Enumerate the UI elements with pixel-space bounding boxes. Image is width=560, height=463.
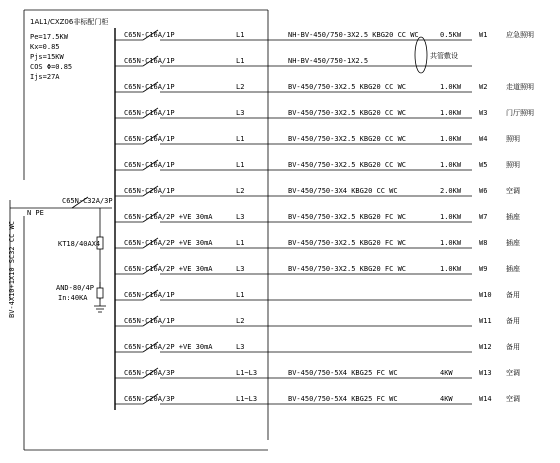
circuit-id: W14 xyxy=(479,395,492,403)
breaker-label: C65N-C16A/1P xyxy=(124,31,175,39)
cable-label: NH-BV-450/750-3X2.5 KBG20 CC WC xyxy=(288,31,419,39)
breaker-label: C65N-C16A/2P +VE 30mA xyxy=(124,265,213,273)
circuit-id: W9 xyxy=(479,265,488,273)
circuit-row xyxy=(115,56,472,66)
spd-rating-label: In:40KA xyxy=(58,294,88,302)
breaker-label: C65N-C16A/1P xyxy=(124,291,175,299)
breaker-label: C65N-C16A/2P +VE 30mA xyxy=(124,239,213,247)
circuit-list xyxy=(115,30,534,404)
circuit-use: 照明 xyxy=(506,161,520,169)
circuit-id: W1 xyxy=(479,31,488,39)
phase-label: L1~L3 xyxy=(236,369,258,377)
circuit-id: W13 xyxy=(479,369,492,377)
circuit-id: W10 xyxy=(479,291,492,299)
circuit-use: 插座 xyxy=(506,265,520,273)
breaker-label: C65N-C16A/1P xyxy=(124,57,175,65)
circuit-use: 应急照明 xyxy=(506,31,534,39)
phase-label: L1 xyxy=(236,161,245,169)
circuit-row xyxy=(115,238,520,248)
cable-label: BV-450/750-3X2.5 KBG20 CC WC xyxy=(288,83,407,91)
phase-label: L3 xyxy=(236,343,245,351)
circuit-use: 空调 xyxy=(506,187,520,195)
panel-param: COS Φ=0.85 xyxy=(30,63,73,71)
circuit-row xyxy=(115,342,520,352)
breaker-label: C65N-C20A/3P xyxy=(124,395,175,403)
phase-label: L3 xyxy=(236,265,245,273)
breaker-label: C65N-C16A/1P xyxy=(124,317,175,325)
circuit-row xyxy=(115,82,534,92)
cable-label: BV-450/750-3X2.5 KBG20 FC WC xyxy=(288,213,407,221)
cable-label: BV-450/750-3X2.5 KBG20 FC WC xyxy=(288,265,407,273)
circuit-row xyxy=(115,160,520,170)
circuit-id: W6 xyxy=(479,187,488,195)
circuit-row xyxy=(115,264,520,274)
circuit-id: W7 xyxy=(479,213,488,221)
cable-label: BV-450/750-3X2.5 KBG20 FC WC xyxy=(288,239,407,247)
circuit-row xyxy=(115,316,520,326)
power-label: 0.5KW xyxy=(440,31,462,39)
circuit-row xyxy=(115,30,534,40)
phase-label: L2 xyxy=(236,187,245,195)
breaker-label: C65N-C20A/1P xyxy=(124,187,175,195)
power-label: 1.0KW xyxy=(440,265,462,273)
phase-label: L3 xyxy=(236,109,245,117)
breaker-label: C65N-C16A/1P xyxy=(124,109,175,117)
circuit-row xyxy=(115,108,534,118)
phase-label: L1 xyxy=(236,239,245,247)
cable-label: BV-450/750-3X2.5 KBG20 CC WC xyxy=(288,135,407,143)
circuit-use: 门厅照明 xyxy=(506,109,534,117)
circuit-row xyxy=(115,368,520,378)
circuit-use: 插座 xyxy=(506,239,520,247)
circuit-id: W3 xyxy=(479,109,488,117)
breaker-label: C65N-C16A/1P xyxy=(124,83,175,91)
cable-label: BV-450/750-5X4 KBG25 FC WC xyxy=(288,395,398,403)
phase-label: L1~L3 xyxy=(236,395,258,403)
cable-label: BV-450/750-3X2.5 KBG20 CC WC xyxy=(288,109,407,117)
circuit-id: W8 xyxy=(479,239,488,247)
meter-label: KT18/40AX4 xyxy=(58,240,101,248)
circuit-use: 备用 xyxy=(506,317,520,325)
panel-title: 1AL1/CXZ06非标配门柜 xyxy=(30,18,109,26)
circuit-id: W4 xyxy=(479,135,488,143)
phase-label: L3 xyxy=(236,213,245,221)
main-breaker-label: C65N-C32A/3P xyxy=(62,197,113,205)
circuit-row xyxy=(115,394,520,404)
power-label: 1.0KW xyxy=(440,135,462,143)
breaker-label: C65N-C16A/2P +VE 30mA xyxy=(124,213,213,221)
power-label: 1.0KW xyxy=(440,239,462,247)
panel-params xyxy=(30,33,72,81)
circuit-row xyxy=(115,212,520,222)
phase-label: L2 xyxy=(236,83,245,91)
circuit-use: 空调 xyxy=(506,395,520,403)
circuit-use: 走道照明 xyxy=(506,83,534,91)
phase-label: L1 xyxy=(236,57,245,65)
panel-param: Kx=0.85 xyxy=(30,43,60,51)
cable-label: BV-450/750-5X4 KBG25 FC WC xyxy=(288,369,398,377)
phase-label: L1 xyxy=(236,135,245,143)
panel-param: Pe=17.5KW xyxy=(30,33,68,41)
panel-param: Pjs=15KW xyxy=(30,53,64,61)
cable-label: BV-450/750-3X2.5 KBG20 CC WC xyxy=(288,161,407,169)
power-label: 4KW xyxy=(440,369,453,377)
circuit-id: W11 xyxy=(479,317,492,325)
power-label: 4KW xyxy=(440,395,453,403)
circuit-use: 备用 xyxy=(506,343,520,351)
panel-param: Ijs=27A xyxy=(30,73,60,81)
power-label: 1.0KW xyxy=(440,83,462,91)
phase-label: L1 xyxy=(236,31,245,39)
circuit-use: 插座 xyxy=(506,213,520,221)
spd-model-label: AND-80/4P xyxy=(56,284,94,292)
circuit-use: 空调 xyxy=(506,369,520,377)
phase-label: L2 xyxy=(236,317,245,325)
power-label: 1.0KW xyxy=(440,161,462,169)
circuit-id: W5 xyxy=(479,161,488,169)
breaker-label: C65N-C16A/1P xyxy=(124,161,175,169)
circuit-row xyxy=(115,186,520,196)
shared-note-label: 共管敷设 xyxy=(430,52,458,60)
shared-conduit-mark xyxy=(415,37,427,73)
incoming-cable-label: BV-4X10+1X10 SC32 CC WC xyxy=(8,221,16,318)
circuit-id: W12 xyxy=(479,343,492,351)
circuit-use: 备用 xyxy=(506,291,520,299)
circuit-row xyxy=(115,134,520,144)
power-label: 2.0KW xyxy=(440,187,462,195)
spd-symbol xyxy=(97,288,103,298)
power-label: 1.0KW xyxy=(440,109,462,117)
breaker-label: C65N-C16A/2P +VE 30mA xyxy=(124,343,213,351)
ground-label: N PE xyxy=(27,209,44,217)
breaker-label: C65N-C16A/1P xyxy=(124,135,175,143)
circuit-use: 照明 xyxy=(506,135,520,143)
cable-label: NH-BV-450/750-1X2.5 xyxy=(288,57,369,65)
cable-label: BV-450/750-3X4 KBG20 CC WC xyxy=(288,187,398,195)
circuit-row xyxy=(115,290,520,300)
circuit-id: W2 xyxy=(479,83,488,91)
breaker-label: C65N-C20A/3P xyxy=(124,369,175,377)
power-label: 1.0KW xyxy=(440,213,462,221)
phase-label: L1 xyxy=(236,291,245,299)
